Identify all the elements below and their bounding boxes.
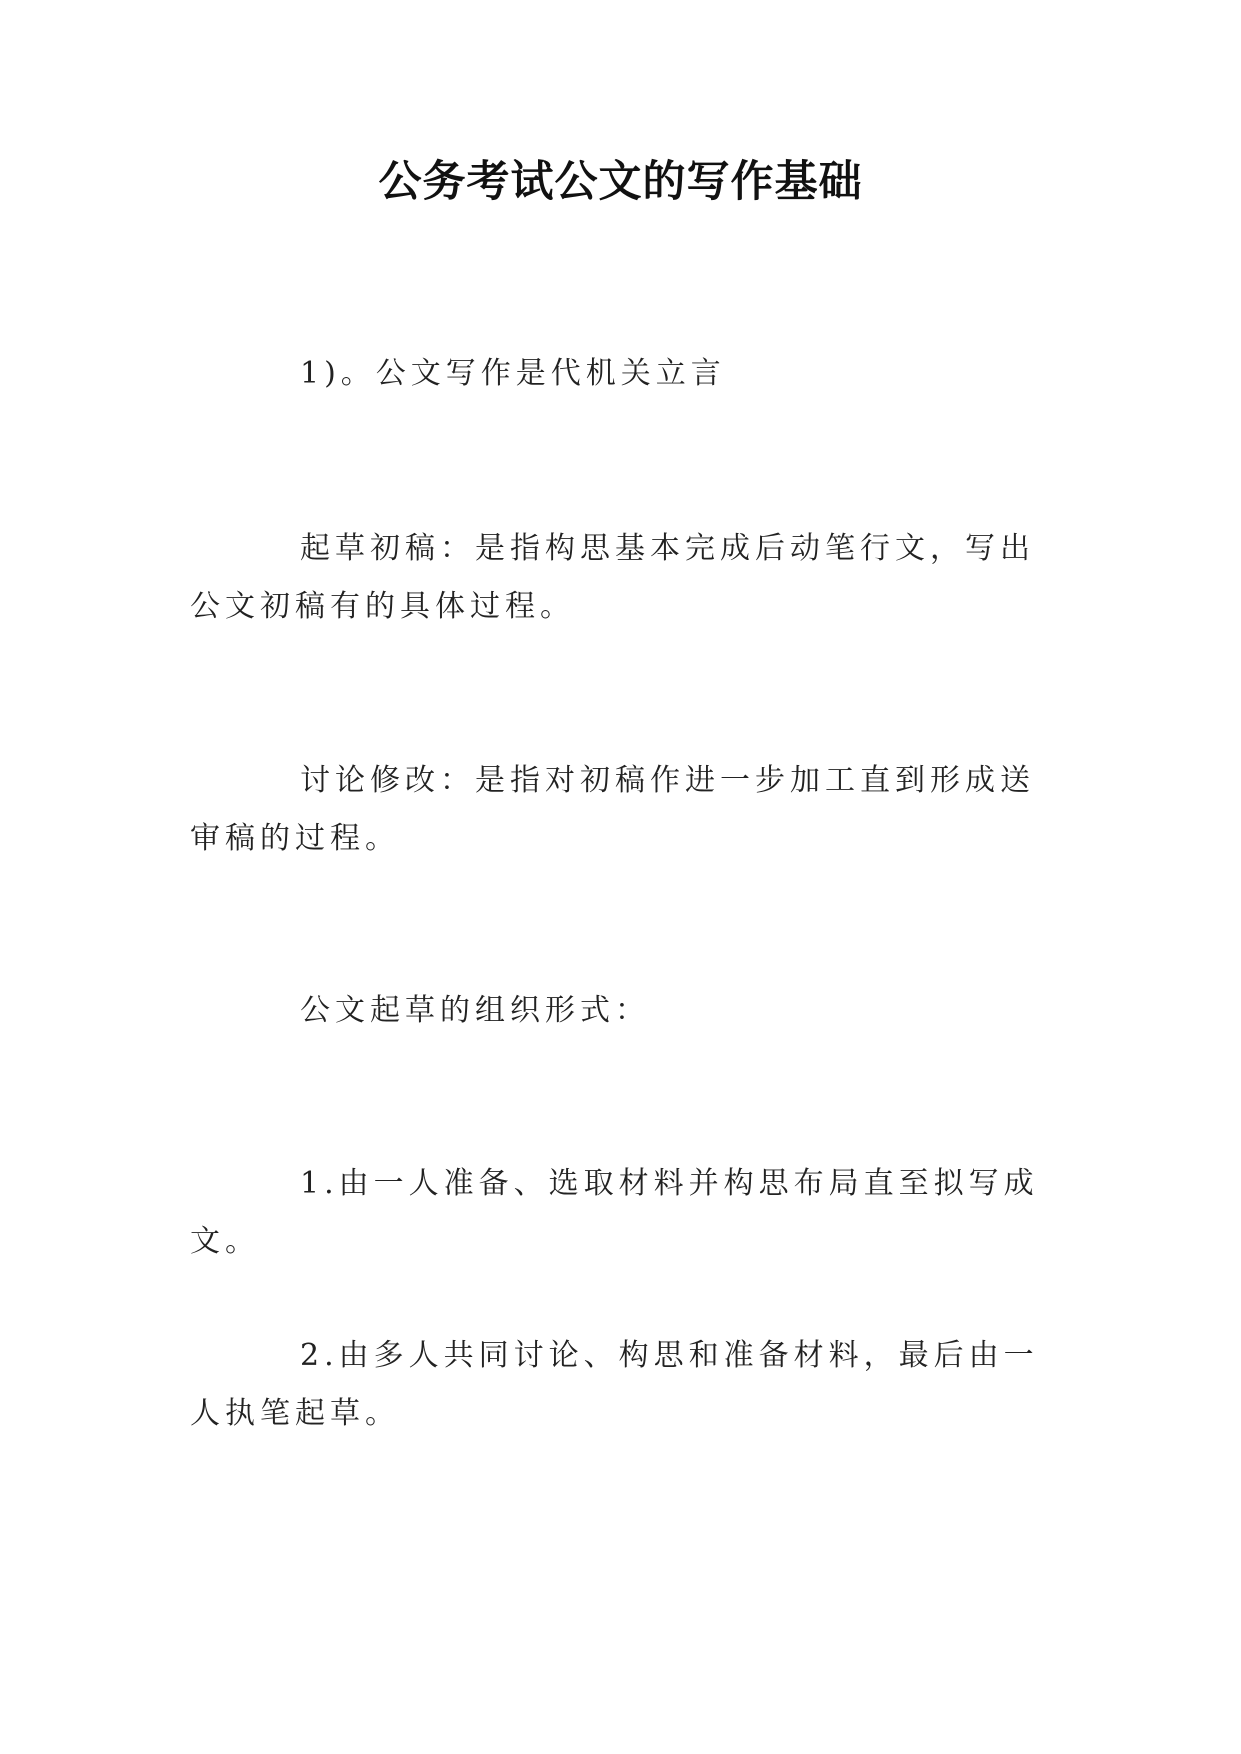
- document-title: 公务考试公文的写作基础: [378, 157, 863, 207]
- paragraph-3: 讨论修改：是指对初稿作进一步加工直到形成送审稿的过程。: [190, 763, 1035, 856]
- paragraph-2: 起草初稿：是指构思基本完成后动笔行文，写出公文初稿有的具体过程。: [190, 531, 1035, 624]
- paragraph-1: 1)。公文写作是代机关立言: [300, 356, 726, 391]
- paragraph-6: 2.由多人共同讨论、构思和准备材料，最后由一人执笔起草。: [190, 1338, 1039, 1431]
- paragraph-4: 公文起草的组织形式：: [300, 993, 650, 1028]
- paragraph-5: 1.由一人准备、选取材料并构思布局直至拟写成文。: [190, 1166, 1039, 1259]
